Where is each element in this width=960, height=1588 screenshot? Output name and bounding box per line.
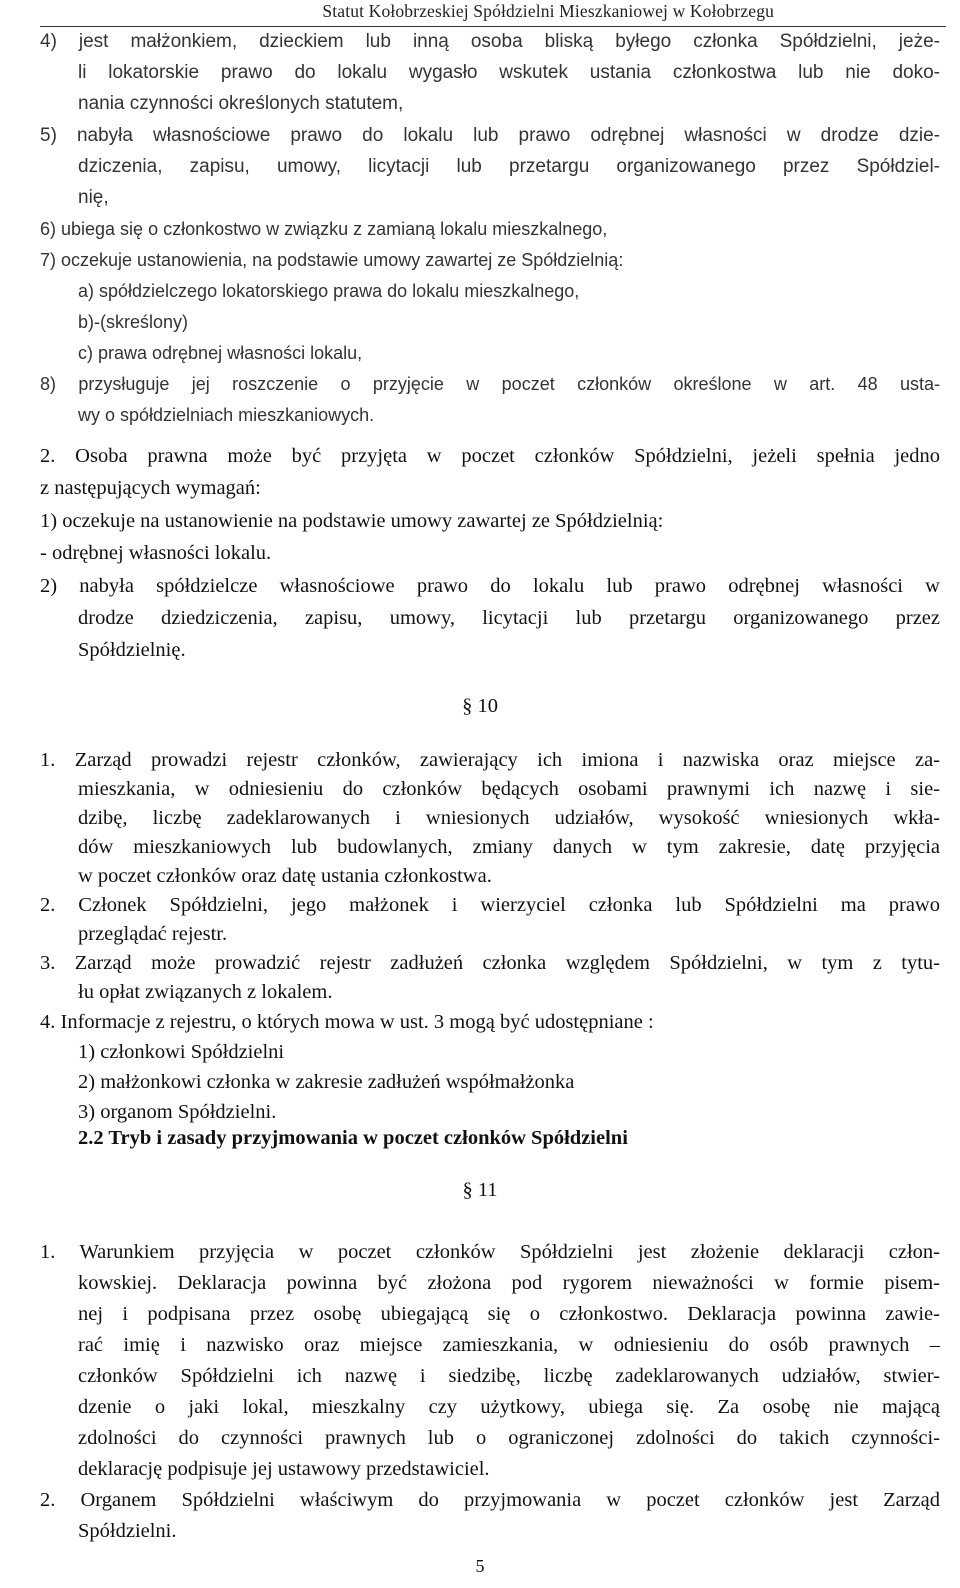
text-line: nej i podpisana przez osobę ubiegającą się o członkostwo. Deklaracja powinna zawie- bbox=[78, 1303, 940, 1325]
text-line: nię, bbox=[78, 187, 109, 208]
text-line: li lokatorskie prawo do lokalu wygasło wskutek ustania członkostwa lub nie doko- bbox=[78, 62, 940, 83]
text-line: 1) członkowi Spółdzielni bbox=[78, 1041, 285, 1063]
text-line: dzenie o jaki lokal, mieszkalny czy użytkowy, ubiega się. Za osobę nie mającą bbox=[78, 1396, 940, 1418]
text-line: wy o spółdzielniach mieszkaniowych. bbox=[78, 405, 375, 425]
text-line: Spółdzielnię. bbox=[78, 639, 186, 661]
text-line: mieszkania, w odniesieniu do członków będących osobami prawnymi ich nazwę i sie- bbox=[78, 778, 940, 800]
running-header: Statut Kołobrzeskiej Spółdzielni Mieszkaniowej w Kołobrzegu bbox=[322, 1, 774, 21]
text-line: 1. Zarząd prowadzi rejestr członków, zawierający ich imiona i nazwiska oraz miejsce za- bbox=[40, 749, 940, 771]
text-line: członków Spółdzielni ich nazwę i siedzibę, liczbę zadeklarowanych udziałów, stwier- bbox=[78, 1365, 940, 1387]
text-line: zdolności do czynności prawnych lub o ograniczonej zdolności do takich czynności- bbox=[78, 1427, 940, 1449]
text-line: c) prawa odrębnej własności lokalu, bbox=[78, 343, 363, 363]
text-line: 2) małżonkowi członka w zakresie zadłużeń współmałżonka bbox=[78, 1071, 575, 1093]
text-line: 1. Warunkiem przyjęcia w poczet członków Spółdzielni jest złożenie deklaracji człon- bbox=[40, 1241, 940, 1263]
text-line: 4) jest małżonkiem, dzieckiem lub inną osoba bliską byłego członka Spółdzielni, jeże- bbox=[40, 31, 940, 52]
text-line: 4. Informacje z rejestru, o których mowa w ust. 3 mogą być udostępniane : bbox=[40, 1011, 654, 1033]
text-line: kowskiej. Deklaracja powinna być złożona pod rygorem nieważności w formie pisem- bbox=[78, 1272, 940, 1294]
section-heading: § 10 bbox=[462, 695, 498, 717]
text-line: - odrębnej własności lokalu. bbox=[40, 542, 272, 564]
text-line: 6) ubiega się o członkostwo w związku z zamianą lokalu mieszkalnego, bbox=[40, 219, 608, 239]
text-line: 7) oczekuje ustanowienia, na podstawie umowy zawartej ze Spółdzielnią: bbox=[40, 250, 624, 270]
text-line: 8) przysługuje jej roszczenie o przyjęcie w poczet członków określone w art. 48 usta- bbox=[40, 374, 940, 394]
header-rule bbox=[40, 26, 946, 27]
section-heading: § 11 bbox=[462, 1179, 498, 1201]
text-line: 2. Osoba prawna może być przyjęta w poczet członków Spółdzielni, jeżeli spełnia jedno bbox=[40, 445, 940, 467]
text-line: dów mieszkaniowych lub budowlanych, zmiany danych w tym zakresie, datę przyjęcia bbox=[78, 836, 940, 858]
text-line: w poczet członków oraz datę ustania członkostwa. bbox=[78, 865, 492, 887]
text-line: dzibę, liczbę zadeklarowanych i wniesionych udziałów, wysokość wniesionych wkła- bbox=[78, 807, 940, 829]
text-line: przeglądać rejestr. bbox=[78, 923, 228, 945]
text-line: z następujących wymagań: bbox=[40, 477, 261, 499]
text-line: deklarację podpisuje jej ustawowy przedstawiciel. bbox=[78, 1458, 490, 1480]
text-line: drodze dziedziczenia, zapisu, umowy, licytacji lub przetargu organizowanego przez bbox=[78, 607, 940, 629]
text-line: a) spółdzielczego lokatorskiego prawa do lokalu mieszkalnego, bbox=[78, 281, 580, 301]
text-line: b)-(skreślony) bbox=[78, 312, 189, 332]
text-line: 2. Członek Spółdzielni, jego małżonek i wierzyciel członka lub Spółdzielni ma prawo bbox=[40, 894, 940, 916]
text-line: 5) nabyła własnościowe prawo do lokalu lub prawo odrębnej własności w drodze dzie- bbox=[40, 125, 940, 146]
text-line: 2) nabyła spółdzielcze własnościowe prawo do lokalu lub prawo odrębnej własności w bbox=[40, 575, 940, 597]
chapter-heading: 2.2 Tryb i zasady przyjmowania w poczet członków Spółdzielni bbox=[78, 1127, 628, 1149]
page-number: 5 bbox=[475, 1556, 485, 1576]
text-line: dziczenia, zapisu, umowy, licytacji lub przetargu organizowanego przez Spółdziel- bbox=[78, 156, 940, 177]
text-line: nania czynności określonych statutem, bbox=[78, 93, 404, 114]
text-line: Spółdzielni. bbox=[78, 1520, 177, 1542]
text-line: 2. Organem Spółdzielni właściwym do przyjmowania w poczet członków jest Zarząd bbox=[40, 1489, 940, 1511]
text-line: łu opłat związanych z lokalem. bbox=[78, 981, 333, 1003]
text-line: 1) oczekuje na ustanowienie na podstawie umowy zawartej ze Spółdzielnią: bbox=[40, 510, 664, 532]
text-line: rać imię i nazwisko oraz miejsce zamieszkania, w odniesieniu do osób prawnych – bbox=[78, 1334, 940, 1356]
text-line: 3. Zarząd może prowadzić rejestr zadłużeń członka względem Spółdzielni, w tym z tytu- bbox=[40, 952, 940, 974]
text-line: 3) organom Spółdzielni. bbox=[78, 1101, 277, 1123]
